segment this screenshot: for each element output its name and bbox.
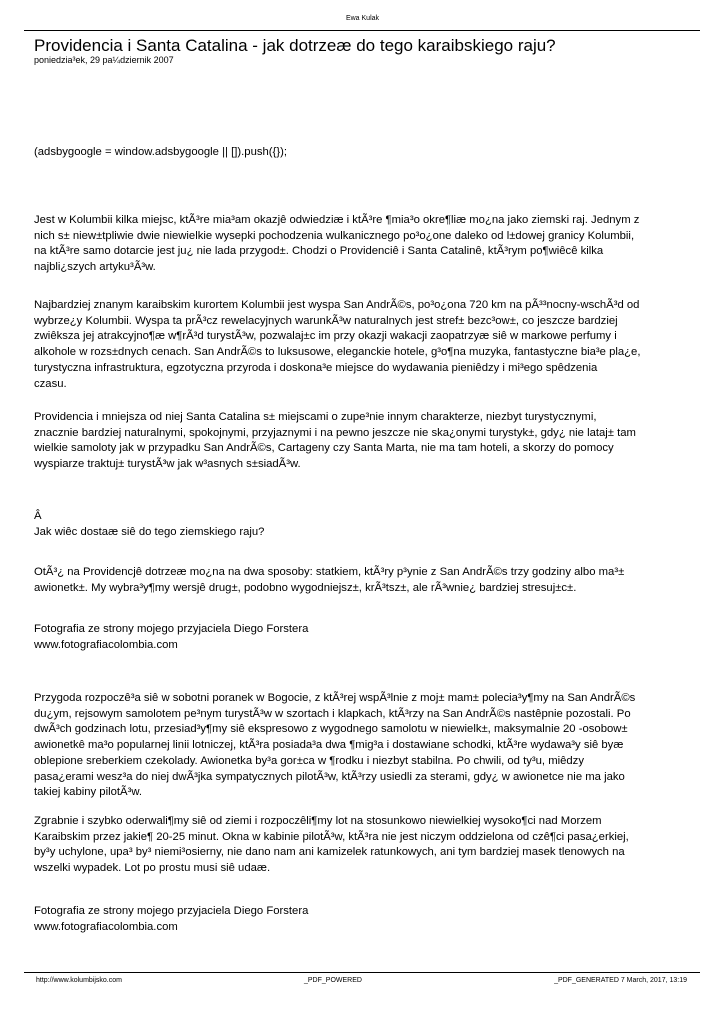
photo-credit: Fotografia ze strony mojego przyjaciela Diego Forstera www.fotografiacolombia.com xyxy=(34,905,309,933)
paragraph-adventure: Przygoda rozpoczê³a siê w sobotni poranek w Bogocie, z ktÃ³rej wspÃ³lnie z moj± mam± polecia³y¶my na San AndrÃ©s du¿ym, rejsowym samolotem pe³nym turystÃ³w w szortach i klapkach, ktÃ³rzy na San AndrÃ©s nastêpnie pozostali. Po dwÃ³ch godzinach lotu, przesiad³y¶my siê ekspresowo z wygodnego samolotu w niewielk±, maksymalnie 20 -osobow± awionetkê ma³o popularnej linii lotniczej, ktÃ³ra posiada³a dwa ¶mig³a i dostawiane schodki, ktÃ³re wydawa³y siê byæ oblepione sreberkiem czekolady. Awionetka by³a gor±ca w ¶rodku i niezbyt stabilna. Po chwili, od ty³u, miêdzy pasa¿erami wesz³a do niej dwÃ³jka sympatycznych pilotÃ³w, ktÃ³rzy usiedli za sterami, gdy¿ w awionetce nie ma jako takiej kabiny pilotÃ³w. xyxy=(34,692,636,799)
footer-url: http://www.kolumbijsko.com xyxy=(36,977,122,984)
footer-generated: _PDF_GENERATED 7 March, 2017, 13:19 xyxy=(554,977,687,984)
paragraph-san-andres: Najbardziej znanym karaibskim kurortem Kolumbii jest wyspa San AndrÃ©s, po³o¿ona 720 km na pÃ³³nocny-wschÃ³d od wybrze¿y Kolumbii. Wyspa ta prÃ³cz rewelacyjnych warunkÃ³w naturalnych jest stref± bezc³ow±, co jeszcze bardziej zwiêksza jej atrakcyjno¶æ w¶rÃ³d turystÃ³w, pozwalaj±c im przy okazji wakacji zaopatrzyæ siê w markowe perfumy i alkohole w rozs±dnych cenach. San AndrÃ©s to luksusowe, eleganckie hotele, g³o¶na muzyka, fantastyczne bia³e pla¿e, turystyczna infrastruktura, egzotyczna przyroda i doskona³e miejsce do wydawania pieniêdzy i mi³ego spêdzenia czasu. xyxy=(34,299,641,390)
paragraph-travel-options: OtÃ³¿ na Providencjê dotrzeæ mo¿na na dwa sposoby: statkiem, ktÃ³ry p³ynie z San AndrÃ©s trzy godziny albo ma³± awionetk±. My wybra³y¶my wersjê drug±, podobno wygodniejsz±, krÃ³tsz±, ale rÃ³wnie¿ bardziej stresuj±c±. xyxy=(34,566,625,594)
photo-credit: Fotografia ze strony mojego przyjaciela Diego Forstera www.fotografiacolombia.com xyxy=(34,623,309,651)
article-date: poniedzia³ek, 29 pa¼dziernik 2007 xyxy=(34,55,174,65)
paragraph-flight: Zgrabnie i szybko oderwali¶my siê od ziemi i rozpoczêli¶my lot na stosunkowo niewielkiej wysoko¶ci nad Morzem Karaibskim przez jakie¶ 20-25 minut. Okna w kabinie pilotÃ³w, ktÃ³ra nie jest niczym oddzielona od czê¶ci pasa¿erkiej, by³y uchylone, upa³ by³ niemi³osierny, nie dano nam ani kamizelek ratunkowych, ani tym bardziej masek tlenowych na wszelki wypadek. Lot po prostu musi siê udaæ. xyxy=(34,815,629,875)
paragraph-subheading: Â Jak wiêc dostaæ siê do tego ziemskiego raju? xyxy=(34,510,265,538)
footer-powered: _PDF_POWERED xyxy=(304,977,362,984)
paragraph-providencia: Providencia i mniejsza od niej Santa Catalina s± miejscami o zupe³nie innym charakterze, niezbyt turystycznymi, znacznie bardziej naturalnymi, spokojnymi, przyjaznymi i na pewno jeszcze nie ska¿onymi turystyk±, gdy¿ nie lataj± tam wielkie samoloty jak w przypadku San AndrÃ©s, Cartageny czy Santa Marta, nie ma tam hoteli, a skorzy do pomocy wyspiarze traktuj± turystÃ³w jak w³asnych s±siadÃ³w. xyxy=(34,411,636,471)
article-title: Providencia i Santa Catalina - jak dotrzeæ do tego karaibskiego raju? xyxy=(34,36,556,55)
footer-divider xyxy=(24,972,700,973)
running-header-author: Ewa Kulak xyxy=(345,15,380,22)
paragraph-intro: Jest w Kolumbii kilka miejsc, ktÃ³re mia³am okazjê odwiedziæ i ktÃ³re ¶mia³o okre¶liæ mo¿na jako ziemski raj. Jednym z nich s± niew±tpliwie dwie niewielkie wysepki pochodzenia wulkanicznego po³o¿one daleko od l±dowej granicy Kolumbii, na ktÃ³re samo dotarcie jest ju¿ nie lada przygod±. Chodzi o Providenciê i Santa Catalinê, ktÃ³rym po¶wiêcê kilka najbli¿szych artyku³Ã³w. xyxy=(34,214,640,274)
ad-script-text: (adsbygoogle = window.adsbygoogle || []).push({}); xyxy=(34,146,287,158)
header-divider xyxy=(24,30,700,31)
